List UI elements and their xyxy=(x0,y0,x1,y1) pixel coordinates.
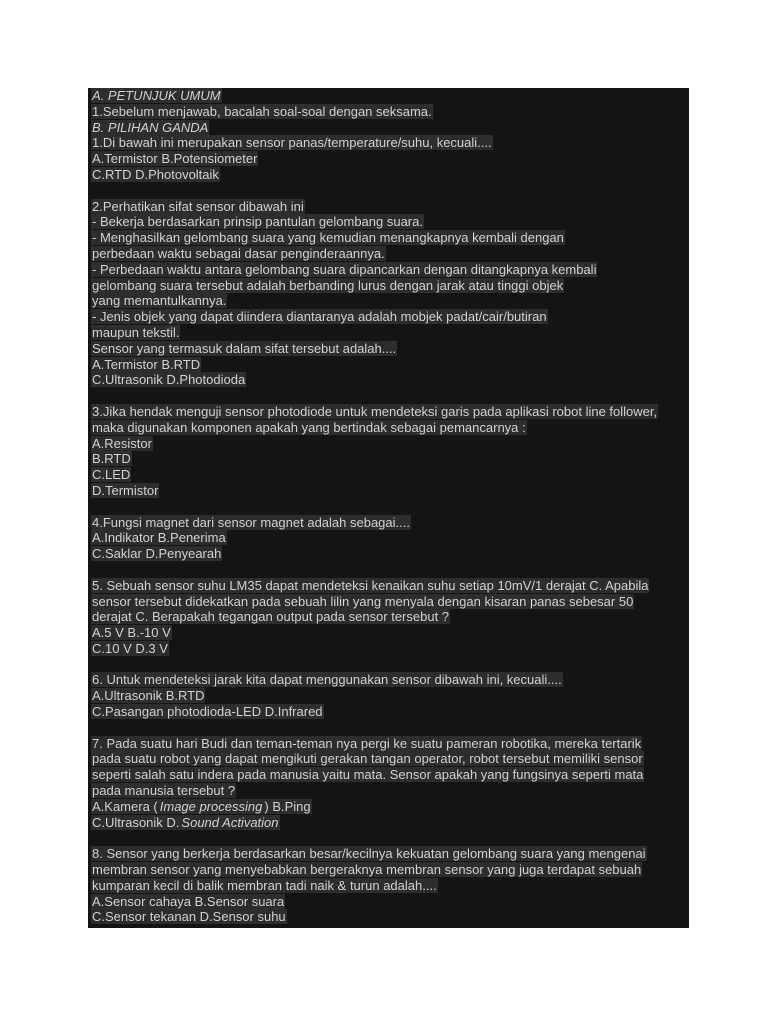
text-segment: 4.Fungsi magnet dari sensor magnet adalah sebagai.... xyxy=(92,514,410,530)
text-line xyxy=(91,341,689,357)
text-line xyxy=(91,894,689,910)
text-line xyxy=(91,783,689,799)
text-line xyxy=(91,578,689,594)
text-segment: C.RTD D.Photovoltaik xyxy=(92,166,219,182)
text-line xyxy=(91,451,689,467)
text-line xyxy=(91,246,689,262)
text-line xyxy=(91,325,689,341)
blank-line xyxy=(91,657,689,673)
text-segment: 5. Sebuah sensor suhu LM35 dapat mendeteksi kenaikan suhu setiap 10mV/1 derajat C. Apabila xyxy=(92,577,649,593)
text-line xyxy=(91,641,689,657)
text-segment: A.Sensor cahaya B.Sensor suara xyxy=(92,893,285,909)
text-segment: - Perbedaan waktu antara gelombang suara dipancarkan dengan ditangkapnya kembali xyxy=(92,261,597,277)
text-segment: A.Termistor B.Potensiometer xyxy=(92,151,258,167)
text-line xyxy=(91,751,689,767)
text-segment: gelombang suara tersebut adalah berbanding lurus dengan jarak atau tinggi objek xyxy=(92,277,564,293)
text-line xyxy=(91,467,689,483)
text-line xyxy=(91,515,689,531)
text-line xyxy=(91,372,689,388)
text-line xyxy=(91,704,689,720)
text-line xyxy=(91,262,689,278)
text-line xyxy=(91,404,689,420)
text-segment: maupun tekstil. xyxy=(92,324,180,340)
blank-line xyxy=(91,499,689,515)
text-line xyxy=(91,878,689,894)
text-segment: Sound Activation xyxy=(181,814,279,830)
text-line xyxy=(91,293,689,309)
text-line xyxy=(91,799,689,815)
text-segment: C.Saklar D.Penyearah xyxy=(92,546,222,562)
text-segment: pada suatu robot yang dapat mengikuti gerakan tangan operator, robot tersebut memiliki sensor xyxy=(92,751,643,767)
blank-line xyxy=(91,720,689,736)
text-segment: C.Ultrasonik D. xyxy=(92,814,180,830)
text-line xyxy=(91,815,689,831)
blank-line xyxy=(91,388,689,404)
text-line xyxy=(91,151,689,167)
text-segment: A. PETUNJUK UMUM xyxy=(92,88,221,103)
text-segment: yang memantulkannya. xyxy=(92,293,227,309)
text-segment: B.RTD xyxy=(92,451,131,467)
text-line xyxy=(91,120,689,136)
text-segment: Sensor yang termasuk dalam sifat tersebut adalah.... xyxy=(92,340,397,356)
text-segment: C.LED xyxy=(92,467,131,483)
text-segment: kumparan kecil di balik membran tadi naik & turun adalah.... xyxy=(92,877,437,893)
text-segment: 7. Pada suatu hari Budi dan teman-teman nya pergi ke suatu pameran robotika, mereka tertarik xyxy=(92,735,642,751)
text-line xyxy=(91,594,689,610)
text-segment: A.Kamera ( xyxy=(92,798,158,814)
text-segment: maka digunakan komponen apakah yang bertindak sebagai pemancarnya : xyxy=(92,419,526,435)
text-line xyxy=(91,88,689,104)
text-segment: pada manusia tersebut ? xyxy=(92,783,236,799)
text-segment: A.Termistor B.RTD xyxy=(92,356,201,372)
text-line xyxy=(91,609,689,625)
blank-line xyxy=(91,562,689,578)
text-line xyxy=(91,278,689,294)
text-segment: 6. Untuk mendeteksi jarak kita dapat menggunakan sensor dibawah ini, kecuali.... xyxy=(92,672,562,688)
text-segment: A.Indikator B.Penerima xyxy=(92,530,226,546)
text-segment: 1.Di bawah ini merupakan sensor panas/temperature/suhu, kecuali.... xyxy=(92,135,492,151)
text-segment: C.Pasangan photodioda-LED D.Infrared xyxy=(92,704,323,720)
text-line xyxy=(91,862,689,878)
text-line xyxy=(91,625,689,641)
text-segment: 3.Jika hendak menguji sensor photodiode untuk mendeteksi garis pada aplikasi robot line follower, xyxy=(92,403,658,419)
text-line xyxy=(91,357,689,373)
text-segment: A.Ultrasonik B.RTD xyxy=(92,688,205,704)
text-line xyxy=(91,230,689,246)
text-line xyxy=(91,135,689,151)
text-line xyxy=(91,688,689,704)
text-segment: 1.Sebelum menjawab, bacalah soal-soal dengan seksama. xyxy=(92,103,432,119)
text-segment: - Jenis objek yang dapat diindera diantaranya adalah mobjek padat/cair/butiran xyxy=(92,309,547,325)
text-line xyxy=(91,546,689,562)
text-segment: B. PILIHAN GANDA xyxy=(92,119,209,135)
text-segment: seperti salah satu indera pada manusia yaitu mata. Sensor apakah yang fungsinya seperti mata xyxy=(92,767,644,783)
text-segment: C.Sensor tekanan D.Sensor suhu xyxy=(92,909,286,925)
text-line xyxy=(91,672,689,688)
text-line xyxy=(91,909,689,925)
text-segment: Image processing xyxy=(159,798,263,814)
blank-line xyxy=(91,183,689,199)
text-line xyxy=(91,214,689,230)
text-segment: - Menghasilkan gelombang suara yang kemudian menangkapnya kembali dengan xyxy=(92,230,564,246)
text-line xyxy=(91,736,689,752)
text-segment: 2.Perhatikan sifat sensor dibawah ini xyxy=(92,198,304,214)
text-line xyxy=(91,104,689,120)
text-line xyxy=(91,483,689,499)
text-segment: 8. Sensor yang berkerja berdasarkan besar/kecilnya kekuatan gelombang suara yang mengenai xyxy=(92,846,646,862)
document-page xyxy=(88,88,689,928)
text-segment: D.Termistor xyxy=(92,482,159,498)
text-line xyxy=(91,309,689,325)
text-segment: sensor tersebut didekatkan pada sebuah lilin yang menyala dengan kisaran panas sebesar 50 xyxy=(92,593,634,609)
text-line xyxy=(91,846,689,862)
text-segment: perbedaan waktu sebagai dasar penginderaannya. xyxy=(92,245,385,261)
text-line xyxy=(91,167,689,183)
text-line xyxy=(91,199,689,215)
text-line xyxy=(91,420,689,436)
text-segment: A.Resistor xyxy=(92,435,152,451)
text-line xyxy=(91,530,689,546)
text-segment: A.5 V B.-10 V xyxy=(92,625,171,641)
blank-line xyxy=(91,830,689,846)
text-segment: derajat C. Berapakah tegangan output pada sensor tersebut ? xyxy=(92,609,450,625)
text-line xyxy=(91,436,689,452)
text-segment: membran sensor yang menyebabkan bergeraknya membran sensor yang juga terdapat sebuah xyxy=(92,862,642,878)
text-segment: C.Ultrasonik D.Photodioda xyxy=(92,372,246,388)
text-line xyxy=(91,767,689,783)
text-segment: - Bekerja berdasarkan prinsip pantulan gelombang suara. xyxy=(92,214,423,230)
text-segment: C.10 V D.3 V xyxy=(92,640,168,656)
text-segment: ) B.Ping xyxy=(264,798,311,814)
